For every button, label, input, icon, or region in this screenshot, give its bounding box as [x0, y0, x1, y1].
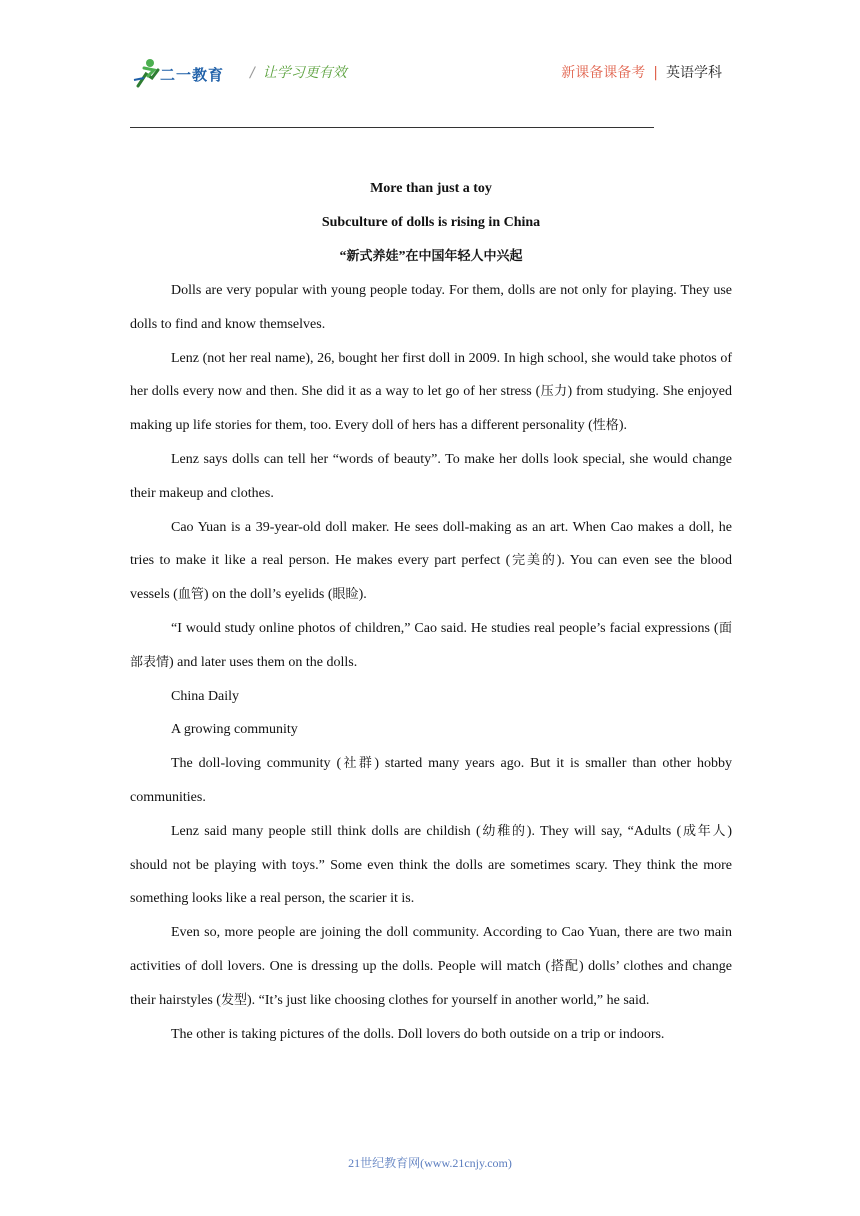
p2-text-a: Lenz (not her real name), 26, bought her first doll in 2009. In high school, she would take photos of her dolls every now and then. She did it as a way to let go of her stress (: [130, 350, 732, 400]
paragraph-1: Dolls are very popular with young people today. For them, dolls are not only for playing. They use dolls to find and know themselves.: [130, 283, 732, 332]
runner-logo-icon: [130, 56, 164, 90]
p8-gloss-1: 社群: [341, 756, 375, 772]
p10-text-a: Even so, more people are joining the doll community. According to Cao Yuan, there are two main activities of doll lovers. One is dressing up the dolls. People will match (: [130, 925, 732, 974]
p10-gloss-2: 发型: [220, 992, 247, 1008]
document-body: [130, 172, 732, 1051]
title-main: More than just a toy: [370, 181, 492, 196]
p4-text-a: Cao Yuan is a 39-year-old doll maker. He sees doll-making as an art. When Cao makes a doll, he tries to make it like a real person. He makes every part perfect (: [130, 519, 732, 569]
header-rule: [130, 127, 654, 128]
header-right: [561, 62, 722, 82]
p2-gloss-2: 性格: [592, 418, 619, 434]
title-cn-part1: 新式养娃: [346, 249, 399, 264]
header-subject: 英语学科: [666, 65, 722, 81]
slogan: [250, 62, 347, 82]
paragraph-10: [130, 916, 732, 1017]
p8-text-b: ) started many years ago. But it is smaller than other hobby communities.: [130, 756, 732, 805]
paragraph-subheading: A growing community: [171, 722, 298, 738]
p10-text-c: ). “It’s just like choosing clothes for yourself in another world,” he said.: [247, 992, 650, 1008]
p4-gloss-2: 血管: [177, 587, 204, 603]
paragraph-4: [130, 511, 732, 612]
paragraph-5: [130, 612, 732, 680]
p9-text-b: ). They will say, “Adults (: [526, 823, 682, 839]
title-cn-quote-open: “: [339, 249, 347, 264]
title-cn-quote-close: ”: [398, 249, 406, 264]
logo: [130, 56, 240, 90]
slogan-slash: /: [250, 65, 255, 81]
p4-gloss-3: 眼睑: [332, 587, 359, 603]
title-cn: [130, 240, 732, 274]
paragraph-source: China Daily: [171, 688, 240, 704]
title-sub: Subculture of dolls is rising in China: [321, 215, 541, 230]
p4-text-b: ). You can even see the blood vessels (: [130, 553, 732, 603]
p5-gloss-1: 面部表情: [130, 620, 732, 670]
p2-text-b: ) from studying. She enjoyed making up life stories for them, too. Every doll of hers has a different personality (: [130, 384, 732, 434]
p4-text-d: ).: [358, 587, 367, 603]
title-cn-part2: 在中国年轻人中兴起: [405, 249, 523, 264]
paragraph-9: [130, 815, 732, 916]
p9-gloss-1: 幼稚的: [480, 823, 527, 839]
p9-text-a: Lenz said many people still think dolls are childish (: [171, 823, 481, 839]
p10-gloss-1: 搭配: [550, 958, 579, 974]
page-header: [130, 56, 732, 92]
p9-gloss-2: 成年人: [681, 823, 728, 839]
p5-text-a: “I would study online photos of children,” Cao said. He studies real people’s facial expressions (: [171, 620, 719, 636]
p8-text-a: The doll-loving community (: [171, 756, 342, 772]
p2-text-c: ).: [618, 418, 627, 434]
paragraph-3: Lenz says dolls can tell her “words of beauty”. To make her dolls look special, she would change their makeup and clothes.: [130, 451, 732, 501]
slogan-text: 让学习更有效: [262, 65, 347, 81]
p5-text-b: ) and later uses them on the dolls.: [169, 654, 358, 670]
paragraph-8: [130, 747, 732, 815]
paragraph-11: The other is taking pictures of the dolls. Doll lovers do both outside on a trip or indoors.: [171, 1026, 665, 1042]
p4-text-c: ) on the doll’s eyelids (: [203, 587, 333, 603]
p9-text-c: ) should not be playing with toys.” Some even think the dolls are sometimes scary. They think the more something looks like a real person, the scarier it is.: [130, 823, 732, 907]
p10-text-b: ) dolls’ clothes and change their hairstyles (: [130, 958, 732, 1008]
p2-gloss-1: 压力: [540, 384, 568, 400]
header-course-label: 新课备课备考: [561, 65, 646, 81]
p4-gloss-1: 完美的: [510, 553, 557, 569]
paragraph-2: [130, 342, 732, 443]
header-separator: |: [653, 65, 658, 81]
logo-text: 二一教育: [160, 66, 225, 84]
page-footer[interactable]: 21世纪教育网(www.21cnjy.com): [348, 1156, 512, 1170]
